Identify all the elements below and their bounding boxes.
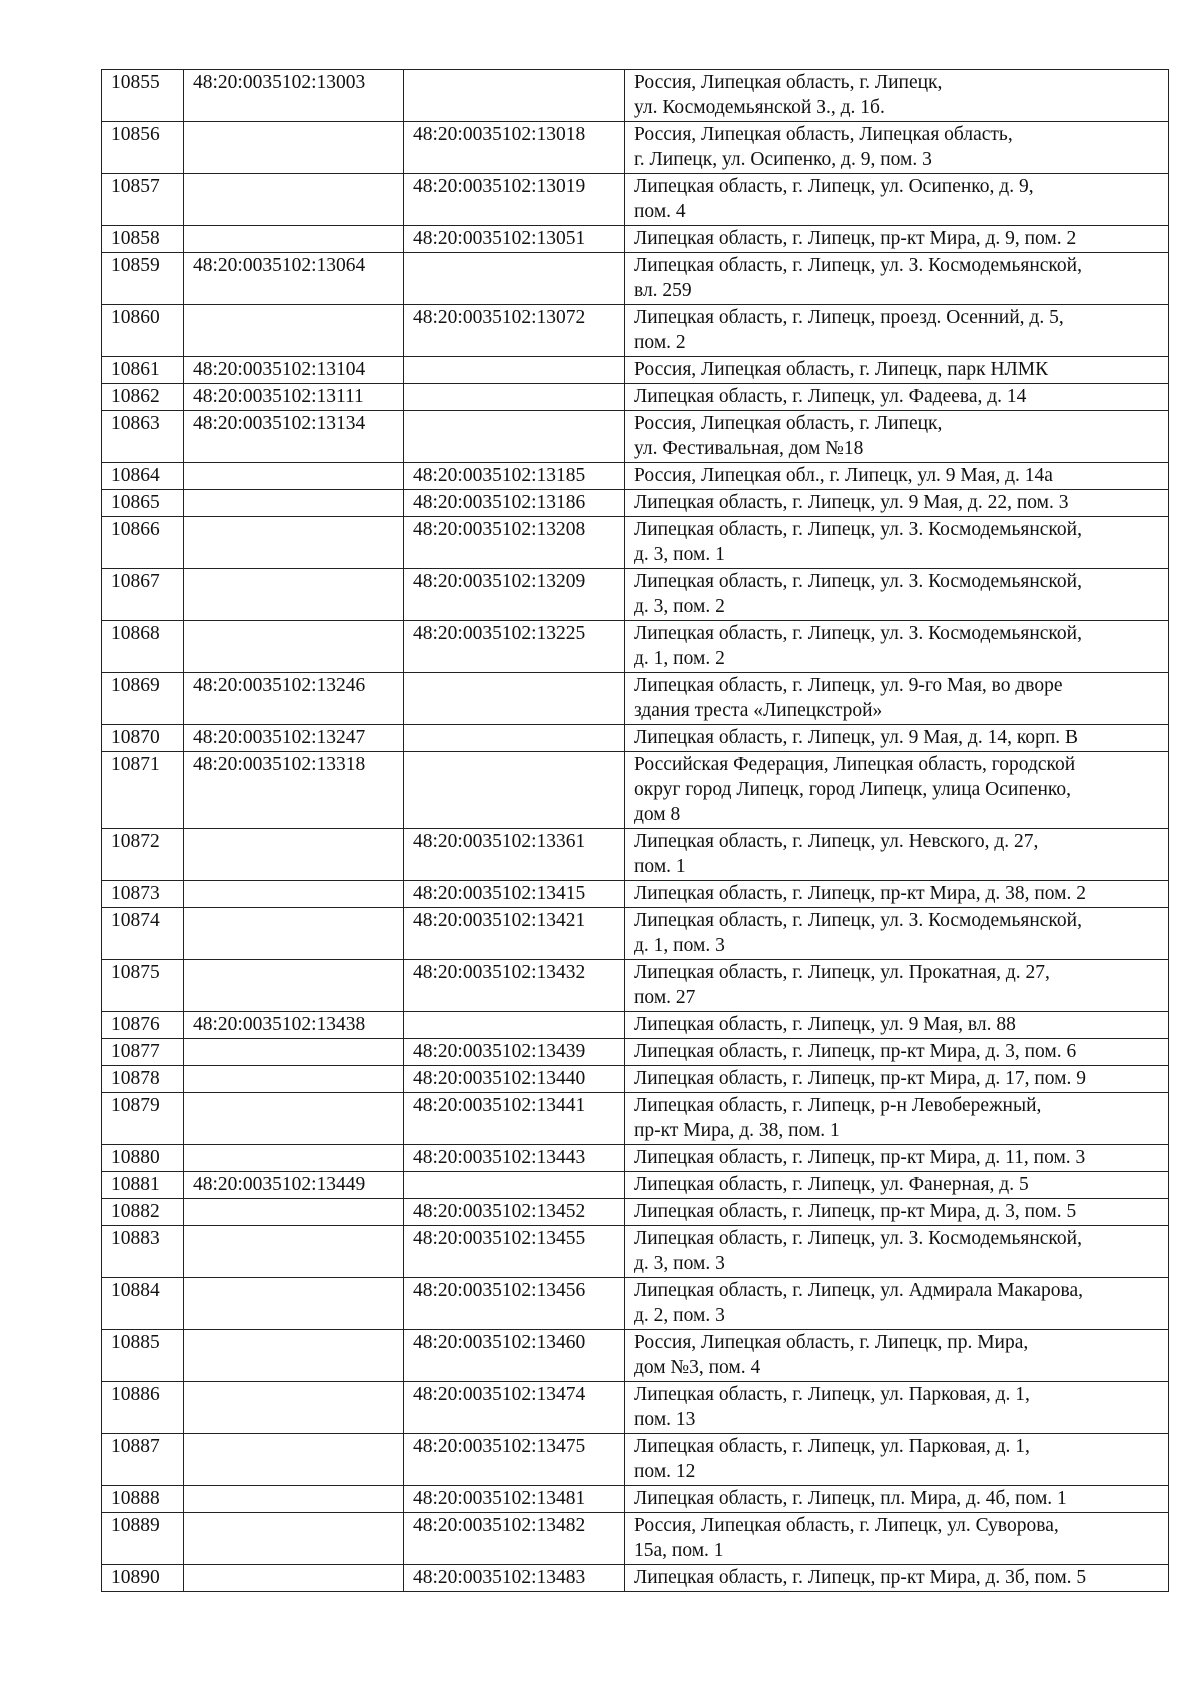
table-row [102, 673, 1169, 725]
row-number-cell: 10869 [102, 673, 184, 725]
table-row [102, 70, 1169, 122]
cadastral-number-cell [184, 881, 404, 908]
table-row [102, 752, 1169, 829]
table-row [102, 305, 1169, 357]
address-cell: Липецкая область, г. Липецк, ул. Парковая, д. 1, пом. 13 [625, 1382, 1169, 1434]
address-cell: Россия, Липецкая обл., г. Липецк, ул. 9 Мая, д. 14а [625, 463, 1169, 490]
cadastral-number-cell [184, 1066, 404, 1093]
cadastral-number-cell [184, 569, 404, 621]
address-cell: Россия, Липецкая область, Липецкая область, г. Липецк, ул. Осипенко, д. 9, пом. 3 [625, 122, 1169, 174]
row-number-cell: 10857 [102, 174, 184, 226]
address-cell: Липецкая область, г. Липецк, р-н Левобережный, пр-кт Мира, д. 38, пом. 1 [625, 1093, 1169, 1145]
premises-cadastral-number-cell: 48:20:0035102:13474 [404, 1382, 625, 1434]
row-number-cell: 10888 [102, 1486, 184, 1513]
cadastral-number-cell [184, 621, 404, 673]
row-number-cell: 10878 [102, 1066, 184, 1093]
premises-cadastral-number-cell: 48:20:0035102:13482 [404, 1513, 625, 1565]
row-number-cell: 10872 [102, 829, 184, 881]
cadastral-number-cell [184, 490, 404, 517]
table-row [102, 1172, 1169, 1199]
address-cell: Россия, Липецкая область, г. Липецк, ул. Космодемьянской З., д. 1б. [625, 70, 1169, 122]
row-number-cell: 10856 [102, 122, 184, 174]
address-cell: Липецкая область, г. Липецк, ул. З. Космодемьянской, д. 1, пом. 2 [625, 621, 1169, 673]
address-cell: Липецкая область, г. Липецк, пр-кт Мира, д. 3б, пом. 5 [625, 1565, 1169, 1592]
address-cell: Липецкая область, г. Липецк, пр-кт Мира, д. 3, пом. 5 [625, 1199, 1169, 1226]
table-row [102, 829, 1169, 881]
address-cell: Липецкая область, г. Липецк, ул. 9 Мая, вл. 88 [625, 1012, 1169, 1039]
cadastral-number-cell [184, 1565, 404, 1592]
cadastral-number-cell [184, 1486, 404, 1513]
cadastral-number-cell: 48:20:0035102:13438 [184, 1012, 404, 1039]
premises-cadastral-number-cell [404, 253, 625, 305]
premises-cadastral-number-cell: 48:20:0035102:13185 [404, 463, 625, 490]
premises-cadastral-number-cell: 48:20:0035102:13452 [404, 1199, 625, 1226]
table-row [102, 960, 1169, 1012]
cadastral-number-cell [184, 1145, 404, 1172]
row-number-cell: 10870 [102, 725, 184, 752]
premises-cadastral-number-cell: 48:20:0035102:13481 [404, 1486, 625, 1513]
table-row [102, 725, 1169, 752]
row-number-cell: 10876 [102, 1012, 184, 1039]
row-number-cell: 10861 [102, 357, 184, 384]
address-cell: Липецкая область, г. Липецк, ул. Фанерная, д. 5 [625, 1172, 1169, 1199]
table-row [102, 1486, 1169, 1513]
cadastral-number-cell [184, 960, 404, 1012]
address-cell: Россия, Липецкая область, г. Липецк, ул. Суворова, 15а, пом. 1 [625, 1513, 1169, 1565]
cadastral-number-cell [184, 1226, 404, 1278]
row-number-cell: 10863 [102, 411, 184, 463]
table-row [102, 253, 1169, 305]
address-cell: Липецкая область, г. Липецк, пр-кт Мира, д. 3, пом. 6 [625, 1039, 1169, 1066]
row-number-cell: 10879 [102, 1093, 184, 1145]
cadastral-number-cell: 48:20:0035102:13064 [184, 253, 404, 305]
premises-cadastral-number-cell: 48:20:0035102:13018 [404, 122, 625, 174]
table-row [102, 1434, 1169, 1486]
premises-cadastral-number-cell [404, 1012, 625, 1039]
cadastral-number-cell: 48:20:0035102:13003 [184, 70, 404, 122]
table-row [102, 881, 1169, 908]
address-cell: Липецкая область, г. Липецк, ул. З. Космодемьянской, вл. 259 [625, 253, 1169, 305]
table-row [102, 908, 1169, 960]
premises-cadastral-number-cell [404, 725, 625, 752]
address-cell: Липецкая область, г. Липецк, ул. 9-го Мая, во дворе здания треста «Липецкстрой» [625, 673, 1169, 725]
cadastral-number-cell [184, 517, 404, 569]
premises-cadastral-number-cell: 48:20:0035102:13443 [404, 1145, 625, 1172]
premises-cadastral-number-cell [404, 411, 625, 463]
premises-cadastral-number-cell: 48:20:0035102:13483 [404, 1565, 625, 1592]
premises-cadastral-number-cell: 48:20:0035102:13441 [404, 1093, 625, 1145]
address-cell: Липецкая область, г. Липецк, ул. 9 Мая, д. 22, пом. 3 [625, 490, 1169, 517]
table-row [102, 1513, 1169, 1565]
table-row [102, 174, 1169, 226]
table-row [102, 1226, 1169, 1278]
cadastral-number-cell: 48:20:0035102:13449 [184, 1172, 404, 1199]
table-row [102, 226, 1169, 253]
premises-cadastral-number-cell: 48:20:0035102:13019 [404, 174, 625, 226]
row-number-cell: 10855 [102, 70, 184, 122]
address-cell: Липецкая область, г. Липецк, ул. Прокатная, д. 27, пом. 27 [625, 960, 1169, 1012]
premises-cadastral-number-cell [404, 1172, 625, 1199]
premises-cadastral-number-cell [404, 673, 625, 725]
table-row [102, 122, 1169, 174]
table-row [102, 411, 1169, 463]
cadastral-number-cell [184, 226, 404, 253]
row-number-cell: 10885 [102, 1330, 184, 1382]
cadastral-number-cell [184, 908, 404, 960]
table-row [102, 1199, 1169, 1226]
premises-cadastral-number-cell [404, 752, 625, 829]
premises-cadastral-number-cell [404, 70, 625, 122]
address-cell: Липецкая область, г. Липецк, ул. Парковая, д. 1, пом. 12 [625, 1434, 1169, 1486]
table-row [102, 490, 1169, 517]
cadastral-number-cell: 48:20:0035102:13111 [184, 384, 404, 411]
table-row [102, 1012, 1169, 1039]
property-registry-table [101, 69, 1169, 1592]
premises-cadastral-number-cell: 48:20:0035102:13475 [404, 1434, 625, 1486]
row-number-cell: 10877 [102, 1039, 184, 1066]
premises-cadastral-number-cell: 48:20:0035102:13439 [404, 1039, 625, 1066]
row-number-cell: 10871 [102, 752, 184, 829]
address-cell: Липецкая область, г. Липецк, пр-кт Мира, д. 38, пом. 2 [625, 881, 1169, 908]
cadastral-number-cell [184, 1093, 404, 1145]
address-cell: Липецкая область, г. Липецк, ул. Невского, д. 27, пом. 1 [625, 829, 1169, 881]
row-number-cell: 10884 [102, 1278, 184, 1330]
cadastral-number-cell [184, 122, 404, 174]
table-row [102, 357, 1169, 384]
address-cell: Липецкая область, г. Липецк, пр-кт Мира, д. 17, пом. 9 [625, 1066, 1169, 1093]
cadastral-number-cell [184, 1199, 404, 1226]
premises-cadastral-number-cell: 48:20:0035102:13432 [404, 960, 625, 1012]
address-cell: Россия, Липецкая область, г. Липецк, пр. Мира, дом №3, пом. 4 [625, 1330, 1169, 1382]
row-number-cell: 10874 [102, 908, 184, 960]
table-row [102, 463, 1169, 490]
row-number-cell: 10882 [102, 1199, 184, 1226]
premises-cadastral-number-cell: 48:20:0035102:13455 [404, 1226, 625, 1278]
address-cell: Липецкая область, г. Липецк, ул. 9 Мая, д. 14, корп. В [625, 725, 1169, 752]
premises-cadastral-number-cell: 48:20:0035102:13072 [404, 305, 625, 357]
cadastral-number-cell: 48:20:0035102:13247 [184, 725, 404, 752]
table-row [102, 1382, 1169, 1434]
row-number-cell: 10873 [102, 881, 184, 908]
premises-cadastral-number-cell: 48:20:0035102:13186 [404, 490, 625, 517]
address-cell: Липецкая область, г. Липецк, ул. З. Космодемьянской, д. 3, пом. 3 [625, 1226, 1169, 1278]
table-row [102, 1066, 1169, 1093]
table-row [102, 1039, 1169, 1066]
address-cell: Липецкая область, г. Липецк, ул. Осипенко, д. 9, пом. 4 [625, 174, 1169, 226]
row-number-cell: 10865 [102, 490, 184, 517]
cadastral-number-cell [184, 1330, 404, 1382]
table-row [102, 1093, 1169, 1145]
row-number-cell: 10875 [102, 960, 184, 1012]
address-cell: Липецкая область, г. Липецк, проезд. Осенний, д. 5, пом. 2 [625, 305, 1169, 357]
premises-cadastral-number-cell: 48:20:0035102:13415 [404, 881, 625, 908]
premises-cadastral-number-cell [404, 384, 625, 411]
row-number-cell: 10867 [102, 569, 184, 621]
address-cell: Россия, Липецкая область, г. Липецк, парк НЛМК [625, 357, 1169, 384]
premises-cadastral-number-cell: 48:20:0035102:13208 [404, 517, 625, 569]
address-cell: Российская Федерация, Липецкая область, городской округ город Липецк, город Липецк, улица Осипенко, дом 8 [625, 752, 1169, 829]
cadastral-number-cell [184, 829, 404, 881]
cadastral-number-cell [184, 1039, 404, 1066]
cadastral-number-cell: 48:20:0035102:13134 [184, 411, 404, 463]
address-cell: Липецкая область, г. Липецк, пл. Мира, д. 4б, пом. 1 [625, 1486, 1169, 1513]
table-row [102, 384, 1169, 411]
premises-cadastral-number-cell: 48:20:0035102:13421 [404, 908, 625, 960]
row-number-cell: 10864 [102, 463, 184, 490]
table-row [102, 1278, 1169, 1330]
table-row [102, 569, 1169, 621]
premises-cadastral-number-cell: 48:20:0035102:13051 [404, 226, 625, 253]
premises-cadastral-number-cell: 48:20:0035102:13460 [404, 1330, 625, 1382]
premises-cadastral-number-cell: 48:20:0035102:13440 [404, 1066, 625, 1093]
premises-cadastral-number-cell: 48:20:0035102:13209 [404, 569, 625, 621]
row-number-cell: 10883 [102, 1226, 184, 1278]
address-cell: Липецкая область, г. Липецк, ул. Фадеева, д. 14 [625, 384, 1169, 411]
cadastral-number-cell: 48:20:0035102:13104 [184, 357, 404, 384]
table-row [102, 517, 1169, 569]
table-row [102, 621, 1169, 673]
row-number-cell: 10880 [102, 1145, 184, 1172]
row-number-cell: 10886 [102, 1382, 184, 1434]
cadastral-number-cell: 48:20:0035102:13318 [184, 752, 404, 829]
table-row [102, 1565, 1169, 1592]
cadastral-number-cell [184, 1434, 404, 1486]
premises-cadastral-number-cell: 48:20:0035102:13361 [404, 829, 625, 881]
address-cell: Липецкая область, г. Липецк, ул. З. Космодемьянской, д. 1, пом. 3 [625, 908, 1169, 960]
row-number-cell: 10887 [102, 1434, 184, 1486]
address-cell: Липецкая область, г. Липецк, пр-кт Мира, д. 9, пом. 2 [625, 226, 1169, 253]
address-cell: Липецкая область, г. Липецк, ул. Адмирала Макарова, д. 2, пом. 3 [625, 1278, 1169, 1330]
row-number-cell: 10889 [102, 1513, 184, 1565]
address-cell: Липецкая область, г. Липецк, пр-кт Мира, д. 11, пом. 3 [625, 1145, 1169, 1172]
table-row [102, 1145, 1169, 1172]
cadastral-number-cell [184, 1278, 404, 1330]
row-number-cell: 10890 [102, 1565, 184, 1592]
row-number-cell: 10859 [102, 253, 184, 305]
row-number-cell: 10881 [102, 1172, 184, 1199]
premises-cadastral-number-cell: 48:20:0035102:13225 [404, 621, 625, 673]
cadastral-number-cell [184, 463, 404, 490]
address-cell: Россия, Липецкая область, г. Липецк, ул. Фестивальная, дом №18 [625, 411, 1169, 463]
premises-cadastral-number-cell [404, 357, 625, 384]
row-number-cell: 10862 [102, 384, 184, 411]
cadastral-number-cell [184, 1382, 404, 1434]
premises-cadastral-number-cell: 48:20:0035102:13456 [404, 1278, 625, 1330]
row-number-cell: 10868 [102, 621, 184, 673]
cadastral-number-cell [184, 1513, 404, 1565]
address-cell: Липецкая область, г. Липецк, ул. З. Космодемьянской, д. 3, пом. 1 [625, 517, 1169, 569]
cadastral-number-cell [184, 174, 404, 226]
table-body [102, 70, 1169, 1592]
table-row [102, 1330, 1169, 1382]
address-cell: Липецкая область, г. Липецк, ул. З. Космодемьянской, д. 3, пом. 2 [625, 569, 1169, 621]
row-number-cell: 10860 [102, 305, 184, 357]
row-number-cell: 10866 [102, 517, 184, 569]
cadastral-number-cell [184, 305, 404, 357]
row-number-cell: 10858 [102, 226, 184, 253]
cadastral-number-cell: 48:20:0035102:13246 [184, 673, 404, 725]
